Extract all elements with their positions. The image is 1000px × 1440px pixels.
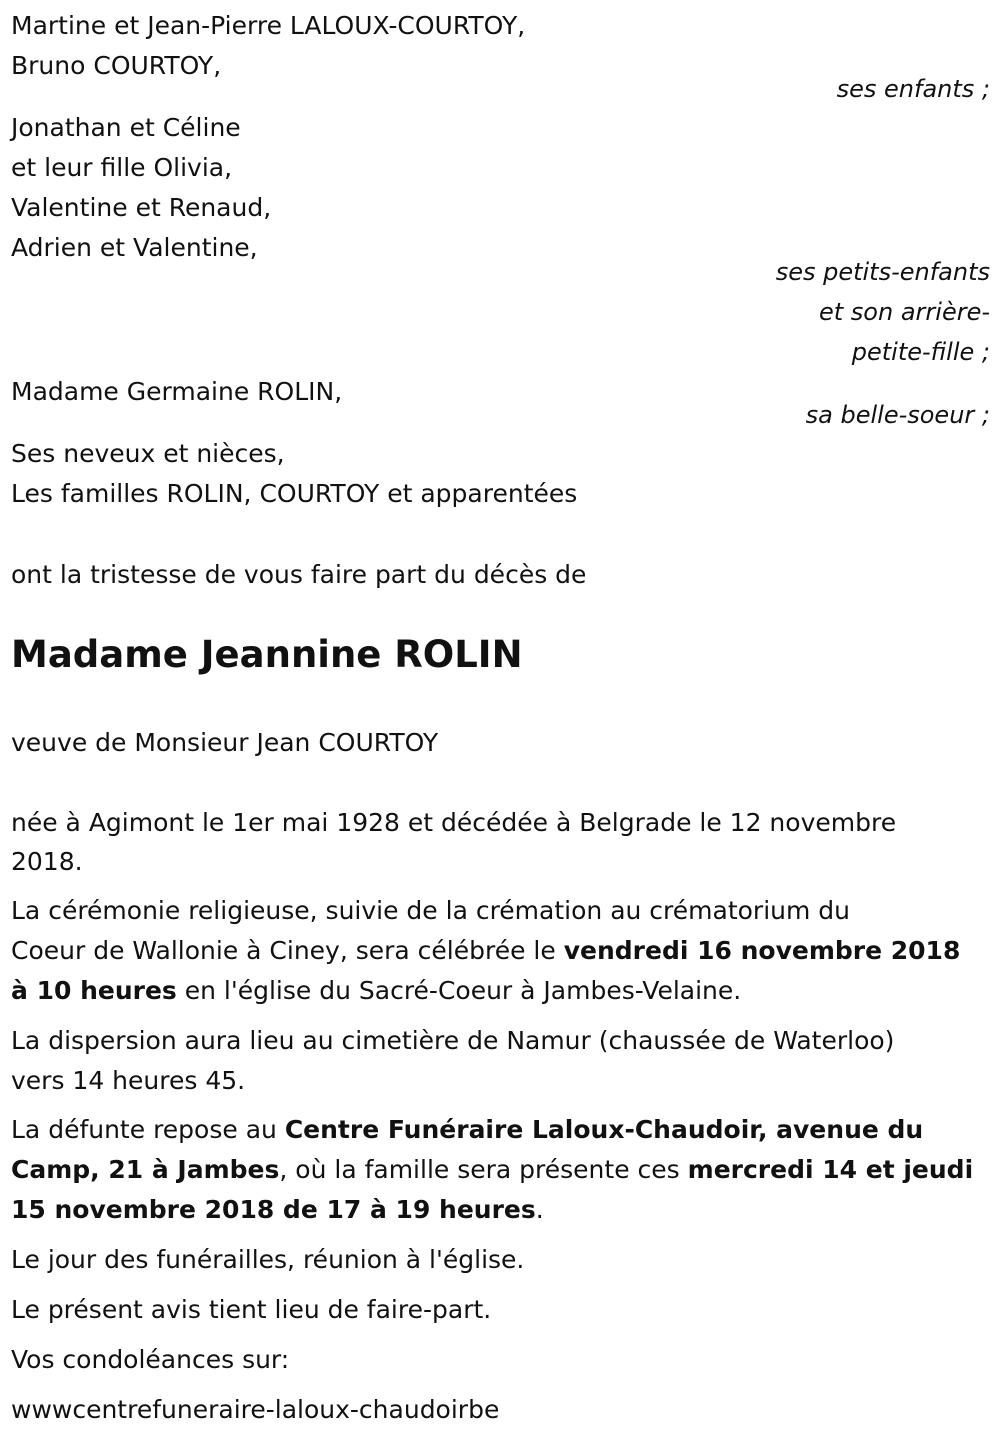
funeral-day-text: Le jour des funérailles, réunion à l'église.: [11, 1245, 525, 1274]
birth-death-line-1: née à Agimont le 1er mai 1928 et décédée à Belgrade le 12 novembre: [11, 808, 897, 837]
ceremony-date: vendredi 16 novembre 2018: [563, 936, 961, 965]
grandchildren-line-2: et leur fille Olivia,: [11, 153, 233, 182]
announcement-text: ont la tristesse de vous faire part du décès de: [11, 560, 587, 589]
children-line-2: Bruno COURTOY,: [11, 51, 222, 80]
sister-in-law-name: Madame Germaine ROLIN,: [11, 377, 343, 406]
funeral-center-name: Centre Funéraire Laloux-Chaudoir, avenue du: [284, 1115, 924, 1144]
ceremony-line-2: Coeur de Wallonie à Ciney, sera célébrée le vendredi 16 novembre 2018: [11, 936, 961, 965]
grandchildren-role-1: ses petits-enfants: [775, 258, 990, 286]
others-line-1: Ses neveux et nièces,: [11, 439, 285, 468]
birth-death-line-2: 2018.: [11, 847, 83, 876]
widow-of-text: veuve de Monsieur Jean COURTOY: [11, 728, 439, 757]
website-link[interactable]: wwwcentrefuneraire-laloux-chaudoirbe: [11, 1395, 500, 1424]
sister-in-law-role: sa belle-soeur ;: [805, 401, 990, 429]
repose-line-1: La défunte repose au Centre Funéraire Laloux-Chaudoir, avenue du: [11, 1115, 924, 1144]
repose-line-3: 15 novembre 2018 de 17 à 19 heures.: [11, 1195, 544, 1224]
condolences-label: Vos condoléances sur:: [11, 1345, 290, 1374]
grandchildren-role-3: petite-fille ;: [851, 338, 990, 366]
repose-line-2: Camp, 21 à Jambes, où la famille sera présente ces mercredi 14 et jeudi: [11, 1155, 974, 1184]
dispersion-line-1: La dispersion aura lieu au cimetière de Namur (chaussée de Waterloo): [11, 1026, 895, 1055]
grandchildren-line-1: Jonathan et Céline: [11, 113, 241, 142]
funeral-center-address: Camp, 21 à Jambes: [11, 1155, 280, 1184]
grandchildren-line-4: Adrien et Valentine,: [11, 233, 258, 262]
grandchildren-role-2: et son arrière-: [819, 298, 990, 326]
grandchildren-line-3: Valentine et Renaud,: [11, 193, 272, 222]
others-line-2: Les familles ROLIN, COURTOY et apparentées: [11, 479, 578, 508]
children-line-1: Martine et Jean-Pierre LALOUX-COURTOY,: [11, 11, 526, 40]
visitation-days: mercredi 14 et jeudi: [687, 1155, 974, 1184]
deceased-name: Madame Jeannine ROLIN: [11, 633, 523, 676]
ceremony-time: à 10 heures: [11, 976, 177, 1005]
children-role: ses enfants ;: [836, 75, 990, 103]
ceremony-line-1: La cérémonie religieuse, suivie de la crémation au crématorium du: [11, 896, 851, 925]
notice-text: Le présent avis tient lieu de faire-part.: [11, 1295, 492, 1324]
dispersion-line-2: vers 14 heures 45.: [11, 1066, 246, 1095]
visitation-hours: 15 novembre 2018 de 17 à 19 heures: [11, 1195, 536, 1224]
ceremony-line-3: à 10 heures en l'église du Sacré-Coeur à Jambes-Velaine.: [11, 976, 742, 1005]
